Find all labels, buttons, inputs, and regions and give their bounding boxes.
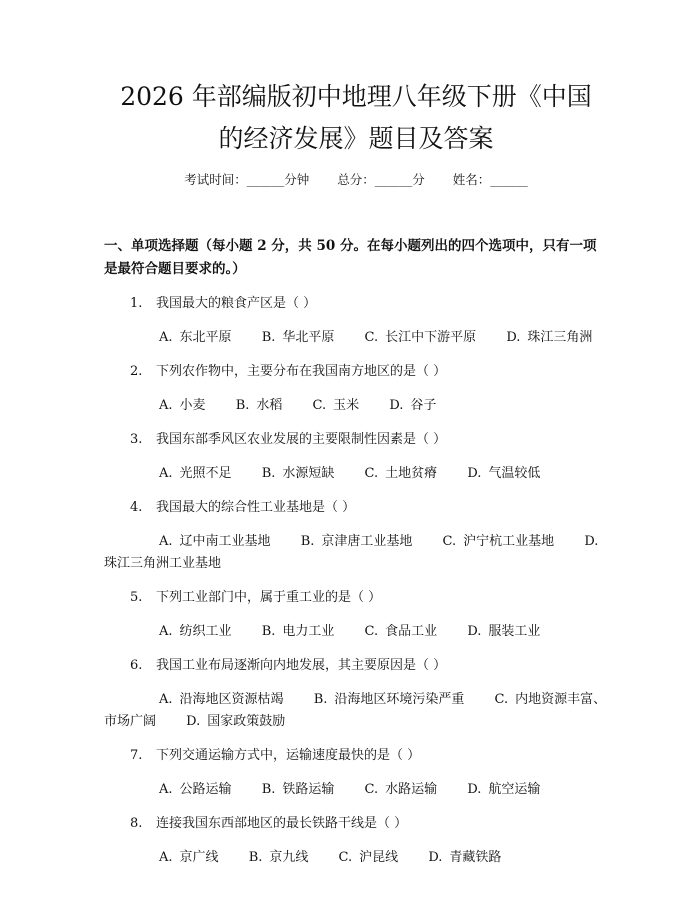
question-text: 我国工业布局逐渐向内地发展，其主要原因是（ ） [156, 658, 447, 673]
option-text: 辽中南工业基地 [179, 534, 271, 549]
option-letter: B. [313, 692, 328, 707]
question-item [104, 430, 608, 485]
option-letter: A. [159, 398, 173, 413]
question-number: 8. [130, 816, 143, 831]
option-text: 水路运输 [385, 782, 438, 797]
option-text: 气温较低 [488, 466, 541, 481]
option-text: 玉米 [333, 398, 360, 413]
option-list [104, 395, 608, 417]
option-item [443, 534, 555, 549]
option-letter: D. [584, 534, 599, 549]
option-text: 东北平原 [179, 330, 232, 345]
option-item [159, 624, 232, 639]
option-letter: B. [261, 782, 276, 797]
option-item [159, 330, 232, 345]
option-letter: D. [506, 330, 521, 345]
option-letter: C. [338, 850, 353, 865]
option-item [262, 624, 335, 639]
option-item [467, 624, 540, 639]
option-letter: C. [364, 782, 379, 797]
question-stem [104, 588, 608, 608]
student-name: 姓名：______ [452, 172, 528, 187]
option-text: 航空运输 [488, 782, 541, 797]
question-stem [104, 362, 608, 382]
option-item [262, 782, 335, 797]
question-stem [104, 814, 608, 834]
option-text: 沪昆线 [359, 850, 399, 865]
question-item [104, 814, 608, 869]
option-list [104, 779, 608, 801]
option-text: 沪宁杭工业基地 [463, 534, 555, 549]
exam-time: 考试时间：______分钟 [184, 172, 310, 187]
option-item [159, 692, 284, 707]
option-letter: D. [467, 466, 482, 481]
question-text: 我国东部季风区农业发展的主要限制性因素是（ ） [156, 432, 447, 447]
option-text: 土地贫瘠 [385, 466, 438, 481]
option-item [159, 782, 232, 797]
option-text: 服装工业 [488, 624, 541, 639]
option-item [467, 466, 540, 481]
option-text: 小麦 [179, 398, 206, 413]
option-item [467, 782, 540, 797]
option-item [313, 398, 360, 413]
option-item [262, 330, 335, 345]
option-item [159, 398, 206, 413]
question-item [104, 656, 608, 733]
question-number: 3. [130, 432, 143, 447]
question-stem [104, 498, 608, 518]
option-text: 谷子 [410, 398, 437, 413]
option-letter: A. [159, 692, 173, 707]
question-stem [104, 294, 608, 314]
option-text: 长江中下游平原 [385, 330, 477, 345]
option-item [236, 398, 283, 413]
option-item [159, 466, 232, 481]
question-text: 下列交通运输方式中，运输速度最快的是（ ） [156, 748, 421, 763]
option-letter: C. [364, 466, 379, 481]
option-item [159, 534, 271, 549]
option-list [104, 621, 608, 643]
option-letter: C. [312, 398, 327, 413]
option-item [365, 466, 438, 481]
option-letter: A. [159, 534, 173, 549]
option-list [104, 463, 608, 485]
question-list [104, 294, 608, 869]
question-number: 2. [130, 364, 143, 379]
question-item [104, 588, 608, 643]
option-letter: D. [428, 850, 443, 865]
option-item [301, 534, 413, 549]
option-letter: C. [442, 534, 457, 549]
option-item [389, 398, 436, 413]
option-letter: C. [364, 330, 379, 345]
total-score: 总分：______分 [337, 172, 425, 187]
document-title: 2026 年部编版初中地理八年级下册《中国的经济发展》题目及答案 [120, 82, 592, 153]
question-number: 4. [130, 500, 143, 515]
option-item [365, 782, 438, 797]
option-list [104, 531, 608, 575]
question-number: 5. [130, 590, 143, 605]
option-text: 铁路运输 [282, 782, 335, 797]
section-heading: 一、单项选择题（每小题 2 分，共 50 分。在每小题列出的四个选项中，只有一项是最符合题目要求的。） [104, 238, 597, 277]
option-item [186, 714, 285, 729]
question-item [104, 746, 608, 801]
option-item [314, 692, 465, 707]
option-text: 国家政策鼓励 [207, 714, 286, 729]
option-text: 京津唐工业基地 [321, 534, 413, 549]
question-number: 6. [130, 658, 143, 673]
option-text: 沿海地区资源枯竭 [179, 692, 284, 707]
option-letter: B. [261, 466, 276, 481]
question-text: 下列农作物中，主要分布在我国南方地区的是（ ） [156, 364, 447, 379]
option-letter: A. [159, 782, 173, 797]
option-text: 电力工业 [282, 624, 335, 639]
option-letter: D. [467, 782, 482, 797]
option-text: 内地资源丰富、市场广阔 [104, 692, 607, 729]
option-item [159, 850, 219, 865]
option-letter: B. [261, 624, 276, 639]
option-item [249, 850, 309, 865]
option-list [104, 327, 608, 349]
option-letter: A. [159, 466, 173, 481]
option-text: 沿海地区环境污染严重 [334, 692, 465, 707]
option-text: 青藏铁路 [449, 850, 502, 865]
option-letter: A. [159, 850, 173, 865]
option-letter: D. [467, 624, 482, 639]
option-letter: B. [300, 534, 315, 549]
option-text: 公路运输 [179, 782, 232, 797]
question-text: 我国最大的粮食产区是（ ） [156, 296, 317, 311]
exam-meta [104, 170, 608, 190]
option-text: 水稻 [256, 398, 283, 413]
option-text: 珠江三角洲工业基地 [104, 556, 222, 571]
option-letter: A. [159, 330, 173, 345]
question-item [104, 362, 608, 417]
option-text: 光照不足 [179, 466, 232, 481]
option-item [365, 624, 438, 639]
option-text: 水源短缺 [282, 466, 335, 481]
option-letter: B. [235, 398, 250, 413]
question-number: 7. [130, 748, 143, 763]
option-list [104, 689, 608, 733]
option-text: 食品工业 [385, 624, 438, 639]
option-item [262, 466, 335, 481]
option-letter: A. [159, 624, 173, 639]
option-item [428, 850, 501, 865]
option-text: 京九线 [269, 850, 309, 865]
question-number: 1. [130, 296, 143, 311]
option-letter: D. [389, 398, 404, 413]
option-text: 纺织工业 [179, 624, 232, 639]
question-stem [104, 746, 608, 766]
question-stem [104, 430, 608, 450]
option-text: 珠江三角洲 [527, 330, 593, 345]
option-letter: D. [186, 714, 201, 729]
question-text: 下列工业部门中，属于重工业的是（ ） [156, 590, 382, 605]
option-item [365, 330, 477, 345]
question-text: 我国最大的综合性工业基地是（ ） [156, 500, 356, 515]
question-stem [104, 656, 608, 676]
option-list [104, 847, 608, 869]
option-item [506, 330, 592, 345]
option-letter: C. [494, 692, 509, 707]
option-letter: C. [364, 624, 379, 639]
question-item [104, 498, 608, 575]
option-item [339, 850, 399, 865]
option-text: 华北平原 [282, 330, 335, 345]
question-text: 连接我国东西部地区的最长铁路干线是（ ） [156, 816, 408, 831]
option-text: 京广线 [179, 850, 219, 865]
option-letter: B. [261, 330, 276, 345]
question-item [104, 294, 608, 349]
option-letter: B. [248, 850, 263, 865]
